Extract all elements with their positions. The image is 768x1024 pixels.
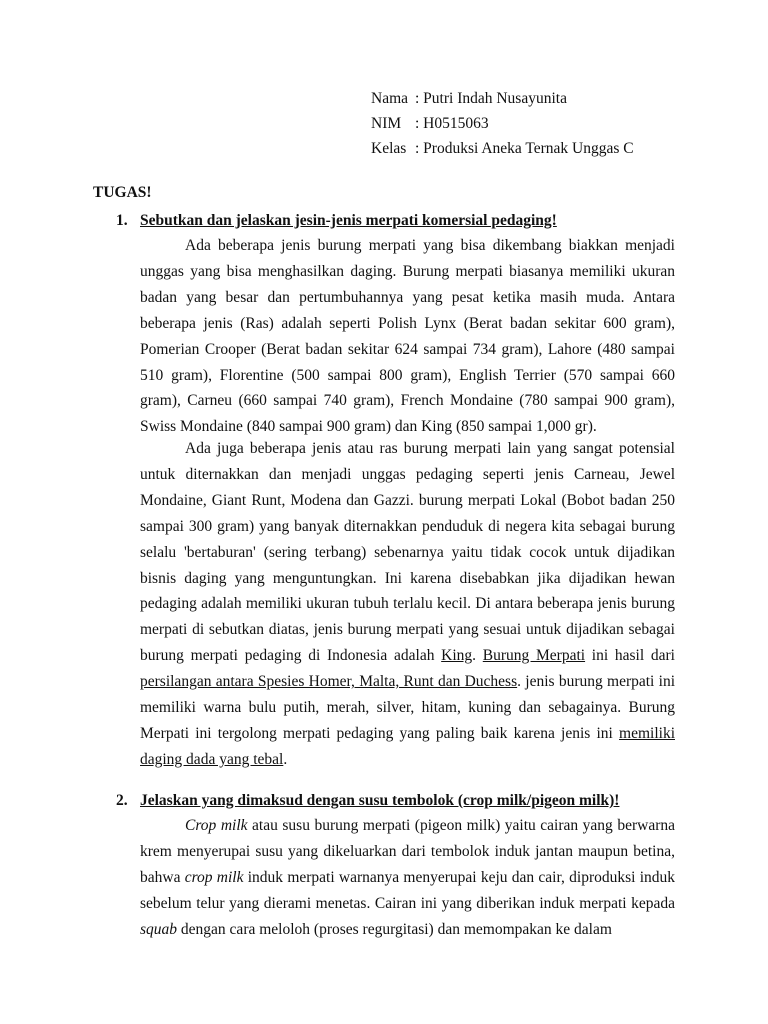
p2-text-c: ini hasil dari bbox=[585, 647, 675, 665]
p2-text-e: . bbox=[283, 750, 288, 768]
question-2-paragraph bbox=[140, 813, 675, 943]
kelas-row bbox=[371, 136, 634, 161]
crop-milk-term: Crop milk bbox=[185, 817, 248, 834]
crop-milk-term-2: crop milk bbox=[184, 868, 244, 886]
p2-text-b: . bbox=[472, 647, 483, 665]
kelas-value: : Produksi Aneka Ternak Unggas C bbox=[415, 140, 634, 157]
king-link-text: King bbox=[441, 647, 473, 665]
nim-label: NIM bbox=[371, 115, 402, 132]
nim-value: : H0515063 bbox=[415, 115, 489, 132]
question-1-paragraph-2 bbox=[140, 436, 675, 773]
burung-merpati-text: Burung Merpati bbox=[482, 647, 586, 665]
question-2-number: 2. bbox=[116, 792, 128, 809]
nama-value: : Putri Indah Nusayunita bbox=[415, 90, 567, 107]
assignment-title: TUGAS! bbox=[93, 184, 152, 201]
p2-text-a: Ada juga beberapa jenis atau ras burung merpati lain yang sangat potensial untuk diternakkan dan menjadi unggas pedaging seperti jenis Carneau, Jewel Mondaine, Giant Runt, Modena dan Gazzi. burung merpati Lokal (Bobot badan 250 sampai 300 gram) yang banyak diternakkan penduduk di negera kita sebagai burung selalu 'bertaburan' (sering terbang) sebenarnya yaitu tidak cocok untuk dijadikan bisnis daging yang menguntungkan. Ini karena disebabkan jika dijadikan hewan pedaging adalah memiliki ukuran tubuh terlalu kecil. Di antara beberapa jenis burung merpati di sebutkan diatas, jenis burung merpati yang sesuai untuk dijadikan sebagai burung merpati pedaging di Indonesia adalah bbox=[140, 440, 675, 665]
squab-term: squab bbox=[140, 920, 178, 938]
nama-row bbox=[371, 86, 634, 111]
student-info-header bbox=[371, 86, 634, 161]
q2-text-c: dengan cara meloloh (proses regurgitasi) dan memompakan ke dalam bbox=[177, 920, 612, 938]
question-2-heading bbox=[116, 792, 619, 810]
question-2-text: Jelaskan yang dimaksud dengan susu tembolok (crop milk/pigeon milk)! bbox=[140, 792, 620, 809]
question-1-text: Sebutkan dan jelaskan jesin-jenis merpati komersial pedaging! bbox=[140, 212, 557, 229]
nama-label: Nama bbox=[371, 90, 409, 107]
nim-row bbox=[371, 111, 634, 136]
question-1-number: 1. bbox=[116, 212, 128, 229]
memiliki-daging-text: memiliki daging dada yang tebal bbox=[140, 724, 675, 768]
question-1-paragraph-1: Ada beberapa jenis burung merpati yang bisa dikembang biakkan menjadi unggas yang bisa menghasilkan daging. Burung merpati biasanya memiliki ukuran badan yang besar dan pertumbuhannya yang pesat ketika masih muda. Antara beberapa jenis (Ras) adalah seperti Polish Lynx (Berat badan sekitar 600 gram), Pomerian Crooper (Berat badan sekitar 624 sampai 734 gram), Lahore (480 sampai 510 gram), Florentine (500 sampai 800 gram), English Terrier (570 sampai 660 gram), Carneu (660 sampai 740 gram), French Mondaine (780 sampai 900 gram), Swiss Mondaine (840 sampai 900 gram) dan King (850 sampai 1,000 gr). bbox=[140, 237, 675, 436]
kelas-label: Kelas bbox=[371, 140, 407, 157]
q2-text-a: atau susu burung merpati (pigeon milk) yaitu cairan yang berwarna krem menyerupai susu yang dikeluarkan dari tembolok induk jantan maupun betina, bahwa bbox=[140, 817, 675, 886]
question-1-heading bbox=[116, 212, 557, 230]
q2-text-b: induk merpati warnanya menyerupai keju dan cair, diproduksi induk sebelum telur yang dierami menetas. Cairan ini yang diberikan induk merpati kepada bbox=[140, 868, 676, 912]
persilangan-text: persilangan antara Spesies Homer, Malta, Runt dan Duchess bbox=[140, 673, 518, 691]
p2-text-d: . jenis burung merpati ini memiliki warna bulu putih, merah, silver, hitam, kuning dan sebagainya. Burung Merpati ini tergolong merpati pedaging yang paling baik karena jenis ini bbox=[140, 673, 676, 742]
